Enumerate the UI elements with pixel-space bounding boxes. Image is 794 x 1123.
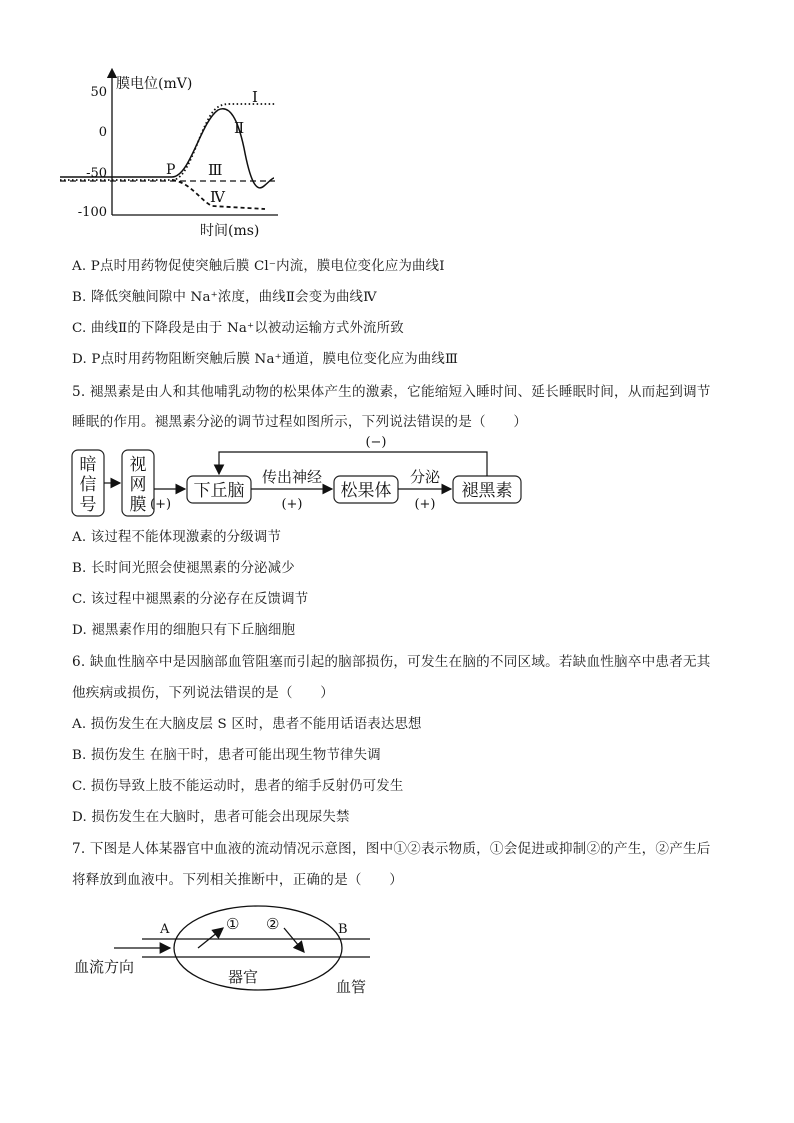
curve-ii-label: Ⅱ <box>234 119 245 137</box>
feedback-arrow <box>219 452 487 476</box>
q4-option-b: B. 降低突触间隙中 Na⁺浓度，曲线Ⅱ会变为曲线Ⅳ <box>72 290 377 305</box>
q5-stem-line1: 5. 褪黑素是由人和其他哺乳动物的松果体产生的激素，它能缩短入睡时间、延长睡眠时间，从而起到调节 <box>72 384 711 400</box>
q6-stem-line2: 他疾病或损伤，下列说法错误的是（ ） <box>72 685 335 701</box>
q4-option-d: D. P点时用药物阻断突触后膜 Na⁺通道，膜电位变化应为曲线Ⅲ <box>72 352 459 367</box>
q5-option-b: B. 长时间光照会使褪黑素的分泌减少 <box>72 561 295 576</box>
flow-direction-label: 血流方向 <box>74 958 135 976</box>
curve-iv-label: Ⅳ <box>210 188 225 206</box>
q5-stem-line2: 睡眠的作用。褪黑素分泌的调节过程如图所示，下列说法错误的是（ ） <box>72 414 528 430</box>
q7-stem-line2: 将释放到血液中。下列相关推断中，正确的是（ ） <box>72 872 404 888</box>
retina-char-2: 网 <box>129 475 147 495</box>
plus-sign-2: (+) <box>281 497 303 512</box>
point-p-label: P <box>166 162 176 178</box>
plus-sign-3: (+) <box>414 497 436 512</box>
melatonin-regulation-diagram <box>68 432 538 522</box>
x-axis-title: 时间(ms) <box>200 223 260 239</box>
vessel-label: 血管 <box>336 978 367 996</box>
q5-option-a: A. 该过程不能体现激素的分级调节 <box>72 530 282 545</box>
q6-option-c: C. 损伤导致上肢不能运动时，患者的缩手反射仍可发生 <box>72 779 404 794</box>
y-tick-50: 50 <box>90 85 107 100</box>
efferent-nerve-label: 传出神经 <box>261 468 323 486</box>
plus-sign-1: (+) <box>150 497 172 512</box>
q4-option-a: A. P点时用药物促使突触后膜 Cl⁻内流，膜电位变化应为曲线Ⅰ <box>72 259 445 274</box>
q7-stem-line1: 7. 下图是人体某器官中血液的流动情况示意图，图中①②表示物质，①会促进或抑制②的产生，②产生后 <box>72 841 711 857</box>
label-a: A <box>160 922 170 937</box>
y-tick-0: 0 <box>98 125 107 140</box>
retina-char-1: 视 <box>129 455 147 475</box>
q6-option-a: A. 损伤发生在大脑皮层 S 区时，患者不能用话语表达思想 <box>72 717 422 732</box>
label-b: B <box>338 922 348 937</box>
q5-option-d: D. 褪黑素作用的细胞只有下丘脑细胞 <box>72 623 296 638</box>
y-axis-title: 膜电位(mV) <box>116 76 193 92</box>
dark-char-1: 暗 <box>79 455 97 475</box>
retina-char-3: 膜 <box>129 495 147 515</box>
curve-iii-label: Ⅲ <box>208 161 223 179</box>
q6-stem-line1: 6. 缺血性脑卒中是因脑部血管阻塞而引起的脑部损伤，可发生在脑的不同区域。若缺血性脑卒中患者无其 <box>72 654 711 670</box>
minus-sign: (−) <box>365 435 387 450</box>
q6-option-b: B. 损伤发生 在脑干时，患者可能出现生物节律失调 <box>72 748 381 763</box>
substance-1-label: ① <box>226 915 240 933</box>
curve-i-label: Ⅰ <box>252 88 258 106</box>
q4-option-c: C. 曲线Ⅱ的下降段是由于 Na⁺以被动运输方式外流所致 <box>72 321 404 336</box>
membrane-potential-graph <box>60 68 300 243</box>
secrete-label: 分泌 <box>409 468 441 486</box>
organ-label: 器官 <box>228 968 259 986</box>
q5-option-c: C. 该过程中褪黑素的分泌存在反馈调节 <box>72 592 309 607</box>
melatonin-label: 褪黑素 <box>461 481 513 501</box>
y-tick-minus50: -50 <box>86 166 107 181</box>
substance-2-label: ② <box>266 915 280 933</box>
hypothalamus-label: 下丘脑 <box>193 481 245 501</box>
organ-blood-flow-diagram <box>70 900 390 1005</box>
q6-option-d: D. 损伤发生在大脑时，患者可能会出现尿失禁 <box>72 810 350 825</box>
dark-char-3: 号 <box>79 495 97 515</box>
pineal-label: 松果体 <box>340 481 392 501</box>
dark-char-2: 信 <box>79 475 97 495</box>
y-tick-minus100: -100 <box>77 205 107 220</box>
